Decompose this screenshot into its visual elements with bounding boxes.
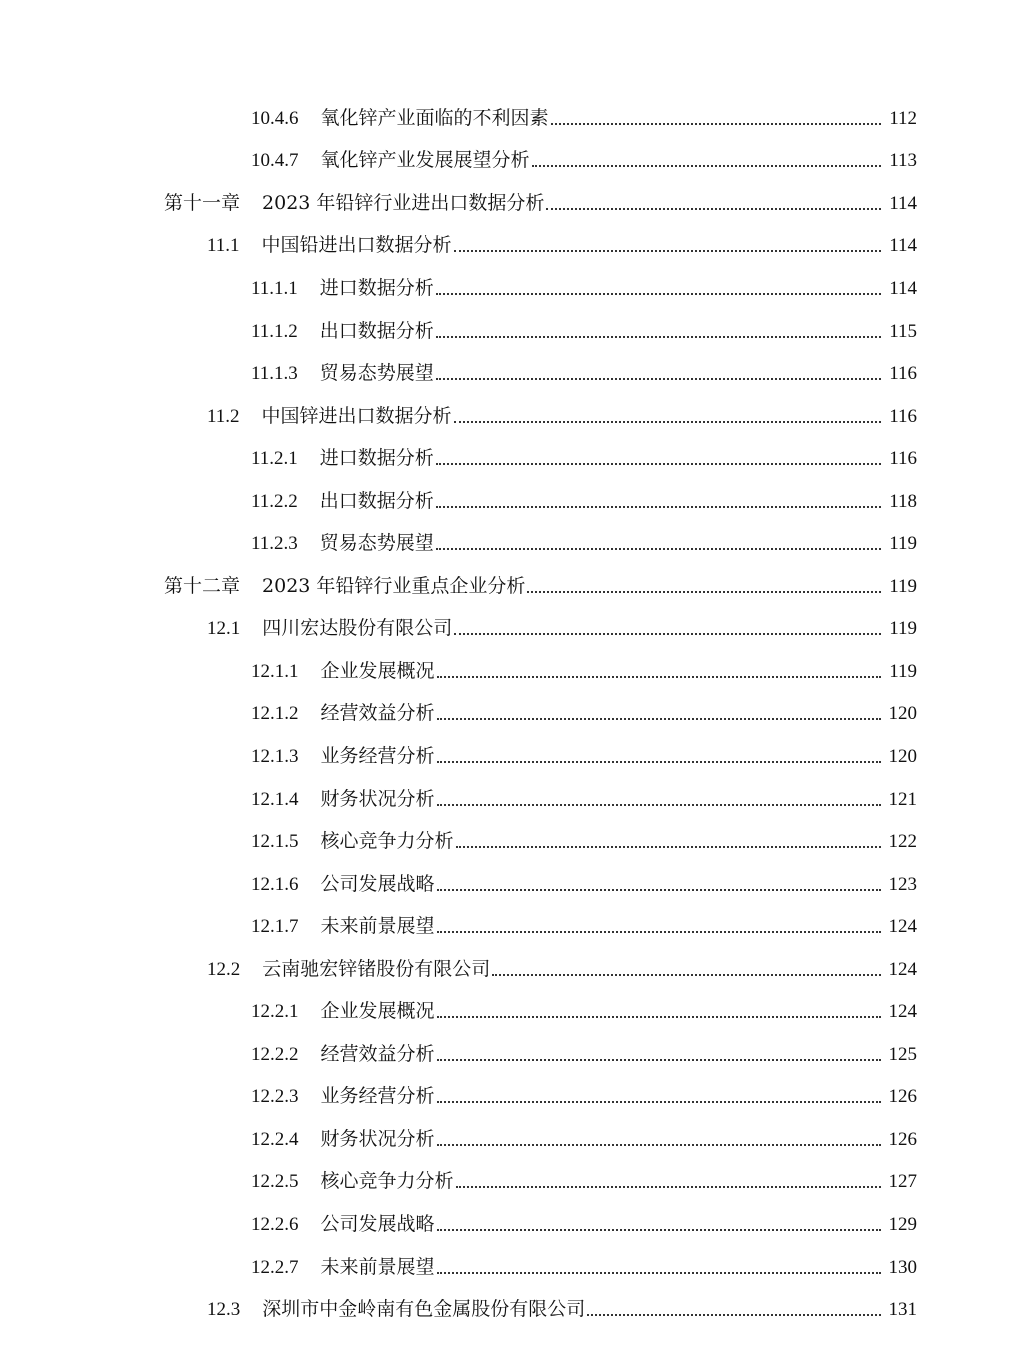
dot-leader <box>437 917 881 936</box>
toc-entry-number: 11.2.2 <box>251 490 298 512</box>
toc-entry-sub[interactable] <box>0 352 1036 395</box>
toc-entry-section[interactable] <box>0 1288 1036 1331</box>
toc-entry-number: 12.2.7 <box>251 1256 299 1278</box>
toc-entry-sub[interactable] <box>0 650 1036 693</box>
toc-entry-sub[interactable] <box>0 480 1036 523</box>
dot-leader <box>437 747 881 766</box>
toc-entry-sub[interactable] <box>0 140 1036 183</box>
dot-leader <box>527 577 881 596</box>
toc-entry-number: 12.1.1 <box>251 660 299 682</box>
toc-entry-page-number: 119 <box>889 575 917 597</box>
dot-leader <box>454 407 881 426</box>
toc-entry-number: 12.1.4 <box>251 788 299 810</box>
toc-entry-title: 业务经营分析 <box>320 1085 435 1108</box>
toc-entry-title: 经营效益分析 <box>320 702 435 725</box>
toc-entry-number: 12.1.6 <box>251 873 299 895</box>
dot-leader <box>437 1002 881 1021</box>
dot-leader <box>437 1130 881 1149</box>
toc-entry-page-number: 129 <box>888 1213 917 1235</box>
toc-entry-sub[interactable] <box>0 820 1036 863</box>
toc-entry-title: 出口数据分析 <box>319 319 434 342</box>
toc-entry-title: 公司发展战略 <box>320 872 435 895</box>
toc-entry-sub[interactable] <box>0 310 1036 353</box>
toc-entry-page-number: 119 <box>889 660 917 682</box>
toc-entry-page-number: 127 <box>888 1171 917 1193</box>
toc-entry-sub[interactable] <box>0 1246 1036 1289</box>
toc-entry-page-number: 120 <box>888 745 917 767</box>
toc-entry-title: 未来前景展望 <box>320 1255 435 1278</box>
toc-entry-number: 12.2.5 <box>251 1171 299 1193</box>
toc-entry-page-number: 116 <box>889 363 917 385</box>
toc-entry-title: 云南驰宏锌锗股份有限公司 <box>262 957 491 980</box>
toc-entry-title: 企业发展概况 <box>320 1000 435 1023</box>
toc-entry-page-number: 118 <box>889 490 917 512</box>
toc-entry-number: 12.2.2 <box>251 1043 299 1065</box>
toc-entry-sub[interactable] <box>0 522 1036 565</box>
dot-leader <box>492 960 881 979</box>
dot-leader <box>551 109 881 128</box>
toc-entry-title: 氧化锌产业面临的不利因素 <box>320 106 549 129</box>
toc-entry-section[interactable] <box>0 948 1036 991</box>
toc-entry-sub[interactable] <box>0 905 1036 948</box>
toc-entry-page-number: 125 <box>888 1043 917 1065</box>
toc-entry-title: 四川宏达股份有限公司 <box>262 617 453 640</box>
toc-entry-section[interactable] <box>0 395 1036 438</box>
toc-entry-page-number: 121 <box>888 788 917 810</box>
toc-entry-title: 未来前景展望 <box>320 915 435 938</box>
toc-entry-page-number: 124 <box>888 1001 917 1023</box>
toc-entry-page-number: 114 <box>889 277 917 299</box>
toc-entry-sub[interactable] <box>0 1203 1036 1246</box>
dot-leader <box>437 1045 881 1064</box>
toc-entry-title: 进口数据分析 <box>319 276 434 299</box>
toc-entry-number: 12.1.5 <box>251 831 299 853</box>
toc-entry-number: 11.2 <box>207 405 240 427</box>
toc-entry-number: 12.1.2 <box>251 703 299 725</box>
toc-entry-page-number: 126 <box>888 1128 917 1150</box>
dot-leader <box>436 279 881 298</box>
toc-entry-number: 第十一章 <box>164 191 241 214</box>
dot-leader <box>454 619 881 638</box>
toc-entry-number: 12.1.3 <box>251 745 299 767</box>
toc-entry-page-number: 124 <box>888 916 917 938</box>
toc-entry-number: 10.4.7 <box>251 150 299 172</box>
table-of-contents <box>0 97 1036 1331</box>
toc-entry-page-number: 119 <box>889 618 917 640</box>
toc-entry-page-number: 115 <box>889 320 917 342</box>
toc-entry-title: 业务经营分析 <box>320 744 435 767</box>
toc-entry-sub[interactable] <box>0 1118 1036 1161</box>
toc-entry-title: 深圳市中金岭南有色金属股份有限公司 <box>262 1298 586 1321</box>
toc-entry-page-number: 122 <box>888 831 917 853</box>
dot-leader <box>436 449 881 468</box>
toc-entry-sub[interactable] <box>0 778 1036 821</box>
toc-entry-number: 12.2.6 <box>251 1213 299 1235</box>
toc-entry-sub[interactable] <box>0 1076 1036 1119</box>
toc-entry-sub[interactable] <box>0 437 1036 480</box>
toc-entry-title: 企业发展概况 <box>320 659 435 682</box>
toc-entry-number: 12.1 <box>207 618 241 640</box>
toc-entry-number: 12.3 <box>207 1299 241 1321</box>
toc-entry-number: 11.1.1 <box>251 277 298 299</box>
dot-leader <box>437 662 881 681</box>
dot-leader <box>436 492 881 511</box>
toc-entry-title: 出口数据分析 <box>319 489 434 512</box>
toc-entry-chapter[interactable] <box>0 565 1036 608</box>
dot-leader <box>437 1087 881 1106</box>
dot-leader <box>437 875 881 894</box>
toc-entry-number: 第十二章 <box>164 574 241 597</box>
toc-entry-title: 核心竞争力分析 <box>320 1170 454 1193</box>
dot-leader <box>454 236 881 255</box>
dot-leader <box>437 790 881 809</box>
toc-entry-title: 公司发展战略 <box>320 1212 435 1235</box>
dot-leader <box>532 151 881 170</box>
toc-entry-title: 财务状况分析 <box>320 787 435 810</box>
toc-entry-number: 11.1 <box>207 235 240 257</box>
toc-entry-number: 11.1.3 <box>251 363 298 385</box>
toc-entry-sub[interactable] <box>0 1161 1036 1204</box>
toc-entry-page-number: 114 <box>889 192 917 214</box>
toc-entry-chapter[interactable] <box>0 182 1036 225</box>
toc-entry-title: 2023 年铅锌行业重点企业分析 <box>262 574 526 597</box>
toc-entry-title: 中国锌进出口数据分析 <box>261 404 452 427</box>
dot-leader <box>436 364 881 383</box>
toc-entry-sub[interactable] <box>0 735 1036 778</box>
dot-leader <box>456 1172 881 1191</box>
toc-entry-page-number: 116 <box>889 448 917 470</box>
toc-entry-number: 11.2.3 <box>251 533 298 555</box>
toc-entry-page-number: 112 <box>889 107 917 129</box>
dot-leader <box>456 832 881 851</box>
toc-entry-title: 财务状况分析 <box>320 1127 435 1150</box>
dot-leader <box>437 704 881 723</box>
toc-entry-page-number: 124 <box>888 958 917 980</box>
toc-entry-number: 12.2 <box>207 958 241 980</box>
toc-entry-number: 12.2.4 <box>251 1128 299 1150</box>
toc-entry-sub[interactable] <box>0 267 1036 310</box>
dot-leader <box>437 1215 881 1234</box>
dot-leader <box>436 534 881 553</box>
toc-entry-page-number: 119 <box>889 533 917 555</box>
toc-entry-title: 中国铅进出口数据分析 <box>261 234 452 257</box>
toc-entry-number: 10.4.6 <box>251 107 299 129</box>
toc-entry-page-number: 131 <box>888 1299 917 1321</box>
dot-leader <box>437 1258 881 1277</box>
toc-entry-title: 进口数据分析 <box>319 447 434 470</box>
dot-leader <box>587 1300 881 1319</box>
toc-entry-page-number: 130 <box>888 1256 917 1278</box>
toc-entry-sub[interactable] <box>0 97 1036 140</box>
toc-entry-sub[interactable] <box>0 693 1036 736</box>
toc-entry-sub[interactable] <box>0 990 1036 1033</box>
toc-entry-number: 12.2.3 <box>251 1086 299 1108</box>
toc-entry-title: 核心竞争力分析 <box>320 830 454 853</box>
toc-entry-title: 贸易态势展望 <box>319 362 434 385</box>
toc-entry-number: 12.2.1 <box>251 1001 299 1023</box>
toc-entry-number: 11.2.1 <box>251 448 298 470</box>
toc-entry-page-number: 116 <box>889 405 917 427</box>
toc-entry-sub[interactable] <box>0 863 1036 906</box>
toc-entry-page-number: 126 <box>888 1086 917 1108</box>
toc-entry-number: 11.1.2 <box>251 320 298 342</box>
toc-entry-page-number: 113 <box>889 150 917 172</box>
toc-entry-title: 2023 年铅锌行业进出口数据分析 <box>262 191 545 214</box>
toc-entry-page-number: 120 <box>888 703 917 725</box>
toc-entry-page-number: 114 <box>889 235 917 257</box>
dot-leader <box>436 322 881 341</box>
toc-entry-page-number: 123 <box>888 873 917 895</box>
toc-entry-section[interactable] <box>0 608 1036 651</box>
toc-entry-sub[interactable] <box>0 1033 1036 1076</box>
toc-entry-number: 12.1.7 <box>251 916 299 938</box>
toc-entry-title: 贸易态势展望 <box>319 532 434 555</box>
toc-entry-title: 氧化锌产业发展展望分析 <box>320 149 530 172</box>
dot-leader <box>546 194 881 213</box>
toc-entry-title: 经营效益分析 <box>320 1042 435 1065</box>
toc-entry-section[interactable] <box>0 225 1036 268</box>
